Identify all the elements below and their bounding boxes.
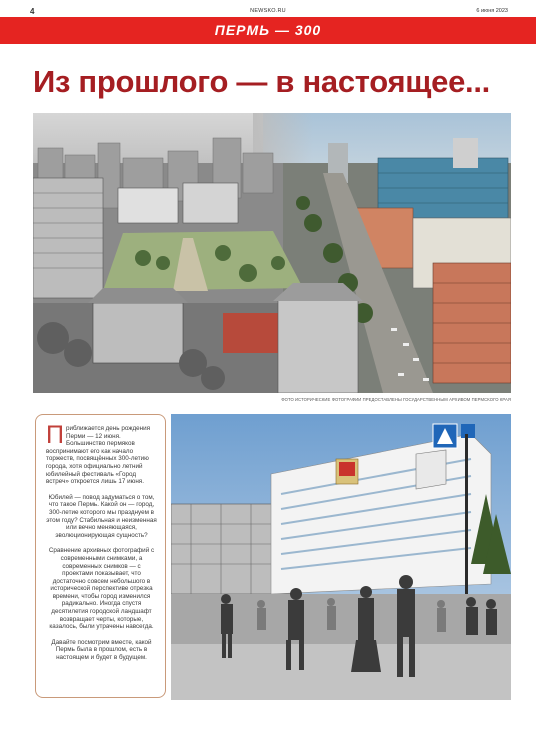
street-comparison-photo: [171, 414, 511, 700]
site-name: NEWSKO.RU: [250, 8, 286, 14]
panorama-illustration: [33, 113, 511, 393]
intro-text-box: [35, 414, 166, 698]
section-band: [0, 17, 536, 44]
intro-paragraph-1: [46, 421, 157, 486]
page-number: 4: [30, 7, 35, 16]
street-illustration: [171, 414, 511, 700]
drop-cap: П: [46, 421, 64, 449]
article-headline: Из прошлого — в настоящее...: [33, 64, 490, 99]
top-strip: [0, 0, 536, 17]
city-panorama-photo: [33, 113, 511, 393]
intro-paragraph-4: Давайте посмотрим вместе, какой Пермь была в прошлом, есть в настоящем и будет в будущем.: [51, 638, 152, 662]
section-title: ПЕРМЬ — 300: [214, 22, 322, 38]
photo-caption: ФОТО ИСТОРИЧЕСКИЕ ФОТОГРАФИИ ПРЕДОСТАВЛЕНЫ ГОСУДАРСТВЕННЫМ АРХИВОМ ПЕРМСКОГО КРАЯ: [281, 397, 511, 402]
paragraph-1-text: риближается день рождения Перми — 12 июня. Большинство пермяков воспринимают его как начало торжеств, посвящённых 300-летию города, хотя официально летний юбилейный фестиваль «Город встреч» откроется лишь 17 июня.: [46, 425, 151, 486]
intro-paragraph-3: Сравнение архивных фотографий с современными снимками, а современных снимков — с проектами показывает, что достаточно совсем небольшого в исторической перспективе отрезка времени, чтобы город изменился радикально. Иногда спустя десятилетия городской ландшафт возвращает черты, которые, казалось, были утрачены навсегда.: [48, 547, 155, 631]
issue-date: 6 июня 2023: [476, 8, 508, 14]
intro-paragraph-2: Юбилей — повод задуматься о том, что такое Пермь. Какой он — город, 300-летие которого мы празднуем в этом году? Стабильная и неизменная или вечно меняющаяся, эволюционирующая сущность?: [46, 493, 157, 539]
